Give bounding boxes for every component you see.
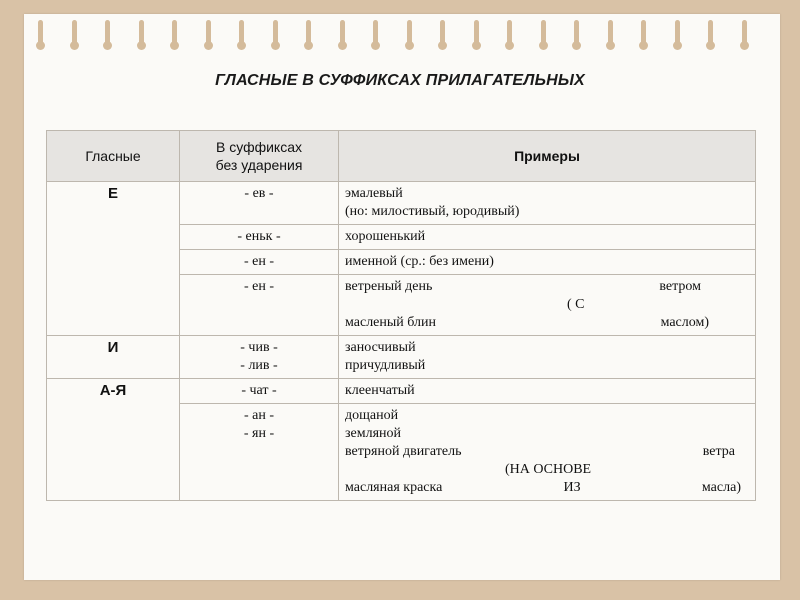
table-row bbox=[47, 379, 756, 404]
table-header-row bbox=[47, 131, 756, 182]
examples-cell: клеенчатый bbox=[339, 379, 756, 404]
header-suffixes: В суффиксах без ударения bbox=[180, 131, 339, 182]
examples-cell: ветреный день ветром ( С масленый блин маслом) bbox=[339, 275, 756, 336]
suffix-cell: - еньк - bbox=[180, 225, 339, 250]
suffix-cell: - ев - bbox=[180, 182, 339, 225]
binder-ring bbox=[139, 20, 144, 46]
binder-ring bbox=[105, 20, 110, 46]
binder-ring bbox=[574, 20, 579, 46]
binder-ring bbox=[340, 20, 345, 46]
examples-cell: эмалевый (но: милостивый, юродивый) bbox=[339, 182, 756, 225]
table-row bbox=[47, 336, 756, 379]
binder-ring bbox=[675, 20, 680, 46]
table-row bbox=[47, 182, 756, 225]
vowel-cell-e: Е bbox=[47, 182, 180, 336]
binder-ring bbox=[172, 20, 177, 46]
binder-rings bbox=[24, 20, 780, 54]
binder-ring bbox=[72, 20, 77, 46]
examples-cell: дощаной земляной ветряной двигатель ветра (НА ОСНОВЕ масляная краска ИЗ масла) bbox=[339, 404, 756, 501]
binder-ring bbox=[641, 20, 646, 46]
binder-ring bbox=[507, 20, 512, 46]
binder-ring bbox=[306, 20, 311, 46]
header-examples: Примеры bbox=[339, 131, 756, 182]
slide-title: ГЛАСНЫЕ В СУФФИКСАХ ПРИЛАГАТЕЛЬНЫХ bbox=[215, 72, 585, 89]
suffix-cell: - ен - bbox=[180, 275, 339, 336]
suffix-table bbox=[46, 130, 756, 501]
suffix-cell: - чив - - лив - bbox=[180, 336, 339, 379]
binder-ring bbox=[239, 20, 244, 46]
vowel-cell-i: И bbox=[47, 336, 180, 379]
binder-ring bbox=[541, 20, 546, 46]
binder-ring bbox=[608, 20, 613, 46]
binder-ring bbox=[742, 20, 747, 46]
binder-ring bbox=[38, 20, 43, 46]
binder-ring bbox=[206, 20, 211, 46]
binder-ring bbox=[474, 20, 479, 46]
suffix-cell: - ен - bbox=[180, 250, 339, 275]
binder-ring bbox=[407, 20, 412, 46]
binder-ring bbox=[708, 20, 713, 46]
binder-ring bbox=[373, 20, 378, 46]
examples-cell: хорошенький bbox=[339, 225, 756, 250]
binder-ring bbox=[440, 20, 445, 46]
header-vowels: Гласные bbox=[47, 131, 180, 182]
vowel-cell-a-ya: А-Я bbox=[47, 379, 180, 501]
binder-ring bbox=[273, 20, 278, 46]
examples-cell: заносчивый причудливый bbox=[339, 336, 756, 379]
suffix-cell: - ан - - ян - bbox=[180, 404, 339, 501]
suffix-cell: - чат - bbox=[180, 379, 339, 404]
examples-cell: именной (ср.: без имени) bbox=[339, 250, 756, 275]
